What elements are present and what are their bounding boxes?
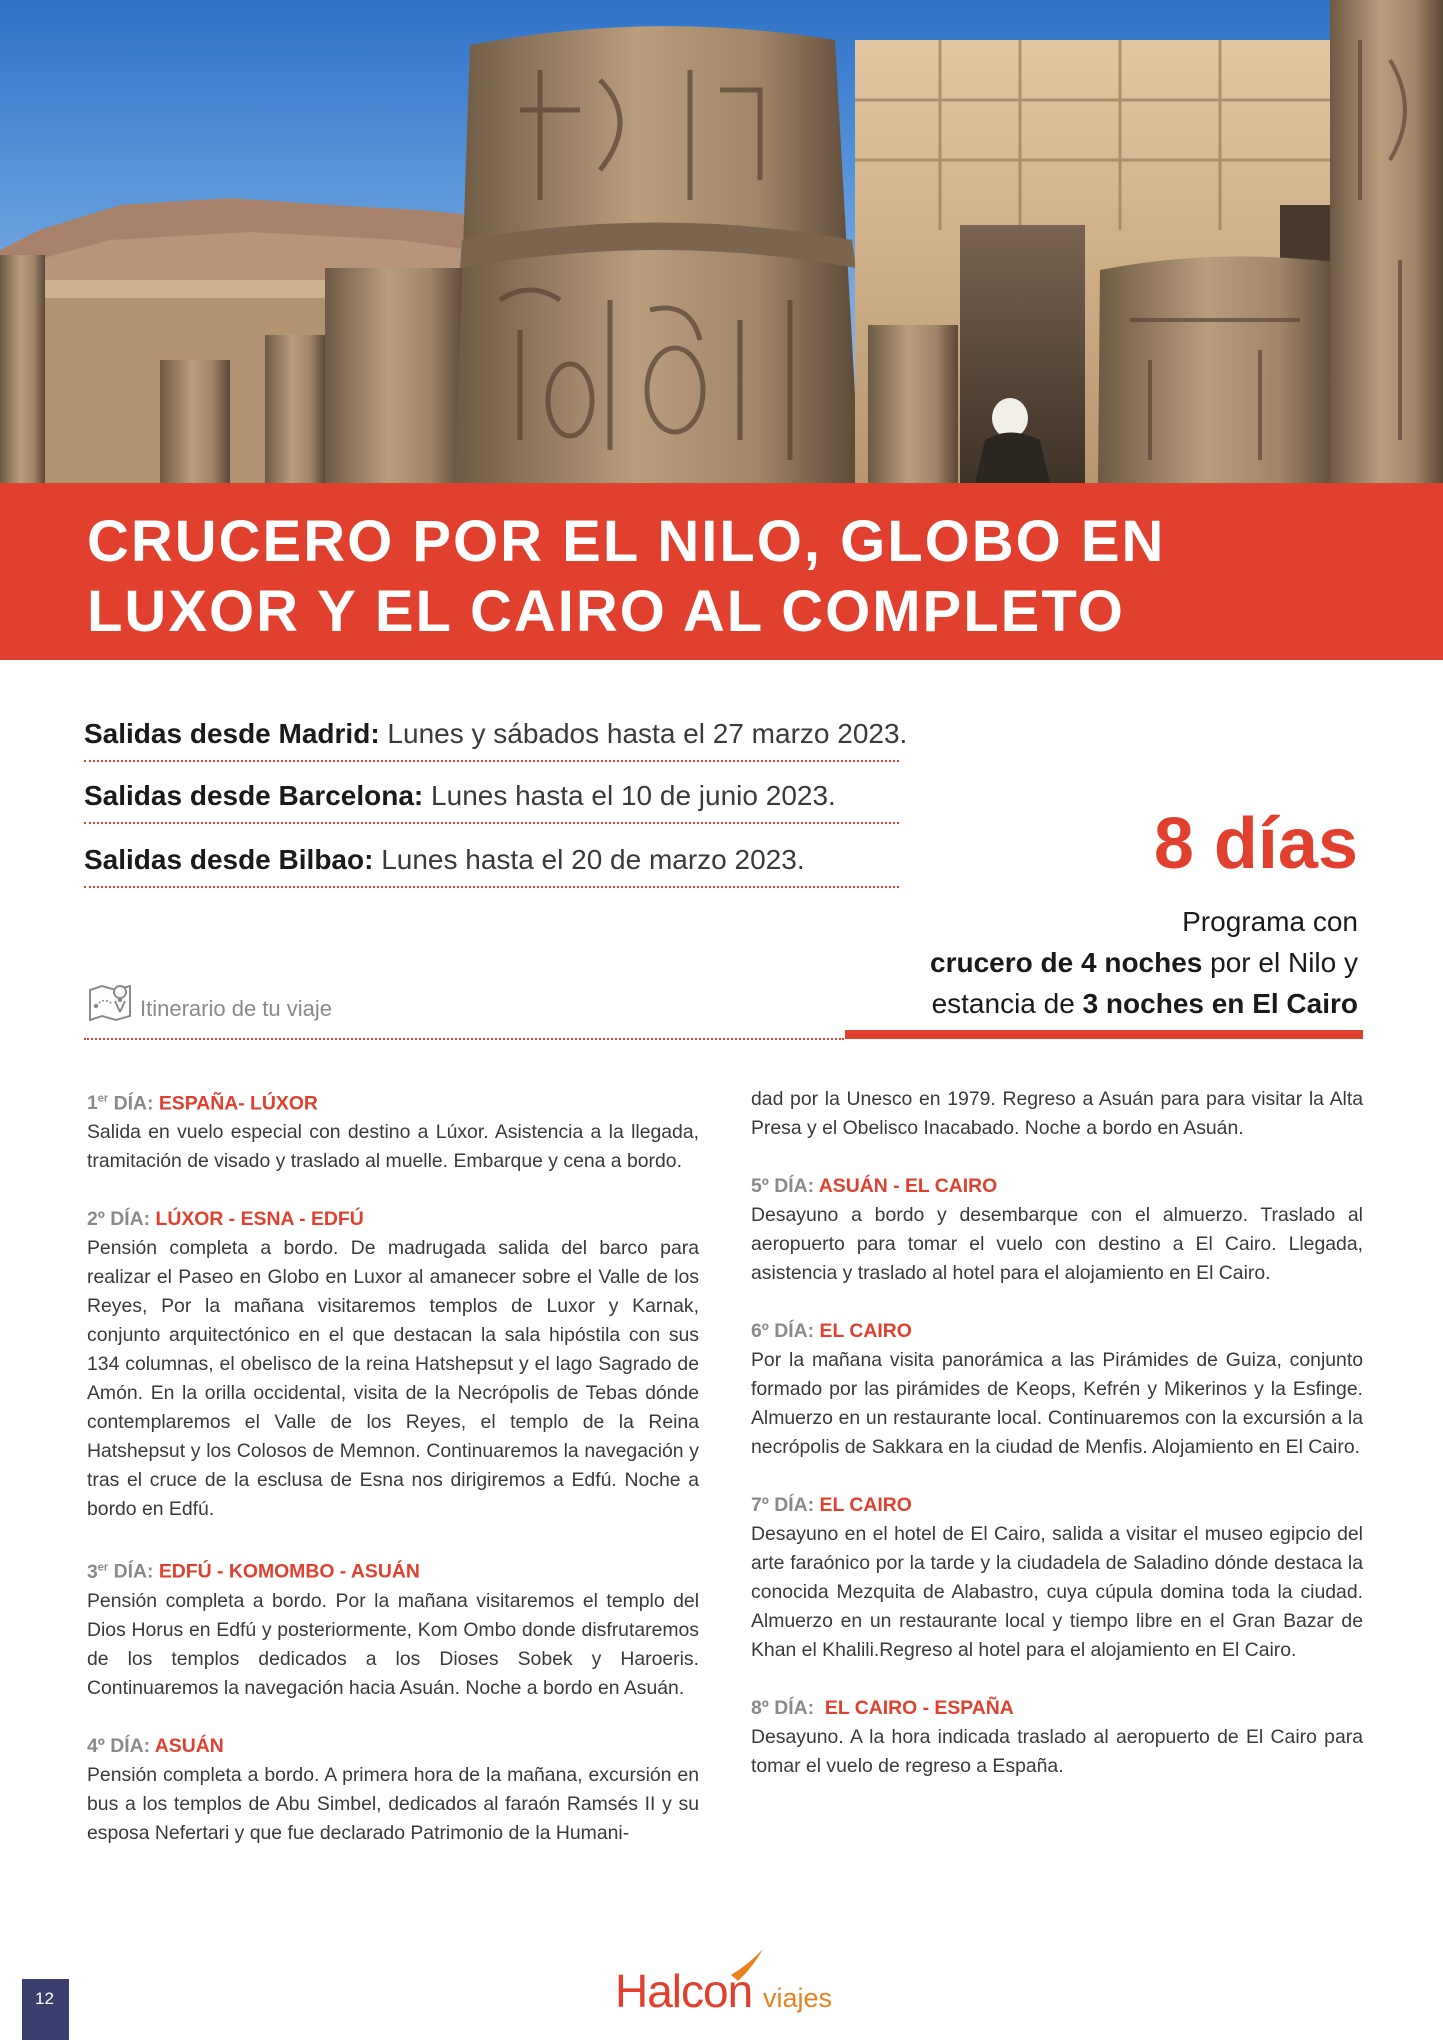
day-heading [87,1732,699,1761]
day-heading [751,1317,1363,1346]
program-cairo: 3 noches en El Cairo [1082,988,1358,1019]
title-banner [0,483,1443,660]
day-heading [751,1491,1363,1520]
program-text: por el Nilo y [1202,947,1358,978]
red-divider [845,1030,1363,1039]
day-description: Por la mañana visita panorámica a las Pirámides de Guiza, conjunto formado por las pirámides de Keops, Kefrén y Mikerinos y la Esfinge. Almuerzo en un restaurante local. Continuaremos con la excursión a la necrópolis de Sakkara en la ciudad de Menfis. Alojamiento en El Cairo. [751,1349,1363,1458]
day-place: EL CAIRO [819,1320,912,1342]
temple-illustration [0,0,1443,483]
day-description: Pensión completa a bordo. De madrugada salida del barco para realizar el Paseo en Globo en Luxor al amanecer sobre el Valle de los Reyes, Por la mañana visitaremos templos de Luxor y Karnak, conjunto arquitectónico en el que destacan la sala hipóstila con sus 134 columnas, el obelisco de la reina Hatshepsut y el lago Sagrado de Amón. En la orilla occidental, visita de la Necrópolis de Tebas dónde contemplaremos el Valle de los Reyes, el templo de la Reina Hatshepsut y los Colosos de Memnon. Continuaremos la navegación y tras el cruce de la esclusa de Esna nos dirigiremos a Edfú. Noche a bordo en Edfú. [87,1237,699,1521]
day-place: EL CAIRO [819,1494,912,1516]
program-line-1: Programa con [1182,906,1358,937]
departure-barcelona [84,762,899,824]
day-word: DÍA: [108,1560,159,1583]
day-5 [751,1172,1363,1288]
day-description: Pensión completa a bordo. A primera hora de la mañana, excursión en bus a los templos de Abu Simbel, dedicados al faraón Ramsés II y su esposa Nefertari y que fue declarado Patrimonio de la Humani- [87,1763,699,1844]
departure-bilbao [84,826,899,888]
day-word: DÍA: [768,1494,820,1516]
day-description: Pensión completa a bordo. Por la mañana visitaremos el templo del Dios Horus en Edfú y posteriormente, Kom Ombo donde disfrutaremos de los templos dedicados a los Dioses Sobek y Haroeris. Continuaremos la navegación hacia Asuán. Noche a bordo en Asuán. [87,1589,699,1699]
day-number: 6º [751,1320,769,1342]
departure-label: Salidas desde Madrid: [84,718,380,749]
departure-value: Lunes y sábados hasta el 27 marzo 2023. [379,718,908,749]
day-4 [87,1732,699,1848]
day-heading [751,1172,1363,1201]
day-word: DÍA: [768,1320,820,1342]
page-title-line-2: LUXOR Y EL CAIRO AL COMPLETO [87,579,1125,644]
day-word: DÍA: [104,1208,156,1231]
hero-photo [0,0,1443,483]
day-description: Desayuno en el hotel de El Cairo, salida a visitar el museo egipcio del arte faraónico por la tarde y la ciudadela de Saladino dónde destaca la conocida Mezquita de Alabastro, cuya cúpula domina toda la ciudad. Almuerzo en un restaurante local y tiempo libre en el Gran Bazar de Khan el Khalili.Regreso al hotel para el alojamiento en El Cairo. [751,1523,1363,1661]
halcon-viajes-logo [613,1937,843,2017]
logo-brand: Halcon [615,1965,753,2017]
departure-value: Lunes hasta el 20 de marzo 2023. [373,844,805,875]
program-line-3 [798,983,1358,1024]
page-title-line-1: CRUCERO POR EL NILO, GLOBO EN [87,509,1166,574]
day-heading [87,1205,699,1234]
day-place: ASUÁN [154,1734,224,1757]
day-number: 8º [751,1697,769,1719]
day-heading [87,1553,699,1586]
program-text: estancia de [931,988,1083,1019]
day-number: 4º [87,1734,105,1757]
day-4-continued [751,1085,1363,1143]
program-cruise: crucero de 4 noches [930,947,1203,978]
itinerary-column-right [751,1085,1363,1810]
day-number: 1 [87,1092,98,1115]
departure-madrid [84,700,908,762]
departure-label: Salidas desde Barcelona: [84,780,424,811]
day-number: 7º [751,1494,769,1516]
day-number: 2º [87,1208,105,1231]
departure-value: Lunes hasta el 10 de junio 2023. [423,780,836,811]
day-7 [751,1491,1363,1665]
program-summary [798,901,1358,1024]
day-description: Desayuno. A la hora indicada traslado al aeropuerto de El Cairo para tomar el vuelo de regreso a España. [751,1726,1363,1777]
day-place: ASUÁN - EL CAIRO [818,1175,998,1197]
day-number: 5º [751,1175,769,1197]
day-heading [751,1694,1363,1723]
day-place: ESPAÑA- LÚXOR [158,1092,318,1115]
day-place: EDFÚ - KOMOMBO - ASUÁN [158,1560,420,1583]
day-1 [87,1085,699,1176]
day-description: Salida en vuelo especial con destino a Lúxor. Asistencia a la llegada, tramitación de visado y traslado al muelle. Embarque y cena a bordo. [87,1121,699,1173]
day-place: EL CAIRO - ESPAÑA [824,1697,1014,1719]
day-word: DÍA: [104,1734,155,1757]
day-3 [87,1553,699,1702]
day-heading [87,1085,699,1118]
departure-label: Salidas desde Bilbao: [84,844,374,875]
day-word: DÍA: [768,1697,825,1719]
day-word: DÍA: [768,1175,819,1197]
itinerary-column-left [87,1085,699,1877]
day-word: DÍA: [108,1092,159,1115]
itinerary-label: Itinerario de tu viaje [140,996,332,1021]
day-ordinal: er [97,1093,109,1105]
duration-badge: 8 días [1153,804,1358,884]
day-place: LÚXOR - ESNA - EDFÚ [155,1208,364,1231]
day-2 [87,1205,699,1524]
map-pin-icon [86,982,134,1026]
itinerary-header [84,980,844,1040]
day-6 [751,1317,1363,1462]
day-ordinal: er [97,1561,109,1574]
day-number: 3 [87,1560,98,1583]
page-number: 12 [22,1979,69,2040]
day-description: Desayuno a bordo y desembarque con el almuerzo. Traslado al aeropuerto para tomar el vuelo con destino a El Cairo. Llegada, asistencia y traslado al hotel para el alojamiento en El Cairo. [751,1204,1363,1284]
day-description: dad por la Unesco en 1979. Regreso a Asuán para para visitar la Alta Presa y el Obelisco Inacabado. Noche a bordo en Asuán. [751,1088,1363,1139]
logo-sub: viajes [763,1983,833,2013]
day-8 [751,1694,1363,1781]
program-line-2 [798,942,1358,983]
